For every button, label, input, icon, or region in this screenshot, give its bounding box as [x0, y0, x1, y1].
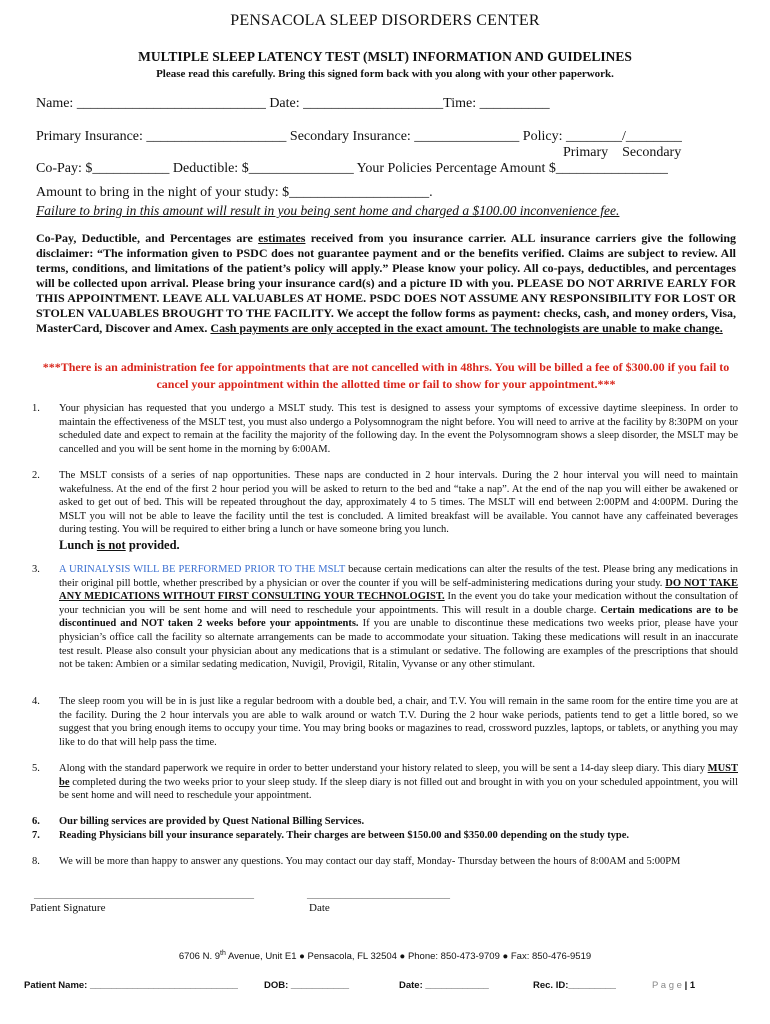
item-number: 4. — [32, 696, 40, 707]
signature-line[interactable]: ________________________________________ — [34, 888, 254, 900]
lunch-notice: Lunch is not provided. — [59, 537, 180, 552]
item-number: 6. — [32, 816, 40, 827]
document-title: MULTIPLE SLEEP LATENCY TEST (MSLT) INFORMATION AND GUIDELINES — [138, 49, 632, 64]
org-name: PENSACOLA SLEEP DISORDERS CENTER — [230, 12, 540, 29]
item-text: The sleep room you will be in is just like a regular bedroom with a double bed, a chair, and T.V. You will remain in the same room for the entire time you are at the facility. During the 2 hour intervals you are able to walk around or watch T.V. During the 2 hour wake periods, patients tend to get a little bored, so we suggest that you bring enough items to occupy your time. You may bring books or magazines to read, crossword puzzles, laptops, or tablets, or anything you may like to do that will help pass the time. — [59, 696, 738, 748]
footer-dob[interactable]: DOB: ___________ — [264, 980, 350, 991]
facility-address: 6706 N. 9th Avenue, Unit E1 ● Pensacola, FL 32504 ● Phone: 850-473-9709 ● Fax: 850-476-9519 — [178, 950, 592, 963]
item-number: 8. — [32, 856, 40, 867]
date-signature-line[interactable]: __________________________ — [307, 888, 450, 900]
item-number: 5. — [32, 763, 40, 774]
amount-to-bring-line[interactable]: Amount to bring in the night of your study: $____________________. — [36, 185, 433, 200]
name-date-time-line[interactable]: Name: ___________________________ Date: ____________________Time: __________ — [36, 96, 550, 111]
failure-notice: Failure to bring in this amount will result in you being sent home and charged a $100.00 inconvenience fee. — [36, 203, 620, 218]
page-number: P a g e | 1 — [652, 980, 696, 991]
item-number: 2. — [32, 470, 40, 481]
item-text: Your physician has requested that you undergo a MSLT study. This test is designed to assess your symptoms of excessive daytime sleepiness. In order to maintain the effectiveness of the MSLT test, you must also undergo a Polysomnogram the night before. You will need to arrive at the facility by 8:30PM on your scheduled date and expect to remain at the facility the majority of the following day. In the event the Polysomnogram shows a sleep disorder, the MSLT may be cancelled and you will be sent home in the morning by 6:00AM. — [59, 403, 738, 455]
item-text: Our billing services are provided by Quest National Billing Services. — [59, 816, 365, 827]
document-subtitle: Please read this carefully. Bring this signed form back with you along with your other paperwork. — [156, 68, 614, 80]
item-text: We will be more than happy to answer any questions. You may contact our day staff, Monday- Thursday between the hours of 8:00AM and 5:00PM — [59, 856, 681, 867]
item-text: Along with the standard paperwork we require in order to better understand your history related to sleep, you will be sent a 14-day sleep diary. This diary MUST be completed during the two weeks prior to your sleep study. If the sleep diary is not filled out and brought in with you on your scheduled appointment, you will be sent home and will need to reschedule your appointment. — [59, 763, 738, 802]
item-number: 7. — [32, 830, 40, 841]
item-number: 1. — [32, 403, 40, 414]
footer-rec-id[interactable]: Rec. ID:_________ — [533, 980, 616, 991]
item-text: The MSLT consists of a series of nap opportunities. These naps are conducted in 2 hour intervals. During the 2 hour interval you will need to maintain wakefulness. At the end of the first 2 hour period you will be asked to return to the bed and “take a nap”. At the end of the nap you will either be awakened or asked to get out of bed. This will be repeated throughout the day, approximately 4 to 5 times. The MSLT will end between 2:00PM and 4:00PM. During the MSLT you will not be able to leave the facility until the test is concluded. A limited breakfast will be available. You cannot have any caffeinated beverages during testing. You will be required to either bring a lunch or have someone bring you lunch. Lunch is not provided. — [59, 470, 738, 552]
insurance-line[interactable]: Primary Insurance: ____________________ Secondary Insurance: _______________ Policy: ________/________ — [36, 129, 682, 144]
item-text: Reading Physicians bill your insurance separately. Their charges are between $150.00 and $350.00 depending on the study type. — [59, 830, 630, 841]
item-text: A URINALYSIS WILL BE PERFORMED PRIOR TO THE MSLT because certain medications can alter the results of the test. Please bring any medications in their original pill bottle, whether prescribed by a physician or over the counter if you will be self-administering medications during your study. DO NOT TAKE ANY MEDICATIONS WITHOUT FIRST CONSULTING YOUR TECHNOLOGIST. In the event you do take your medication without the consultation of your technician you will be sent home and will need to reschedule your appointments. This will result in a double charge. Certain medications are to be discontinued and NOT taken 2 weeks before your appointments. If you are unable to discontinue these medications two weeks prior, please have your physician’s office call the facility so alternate arrangements can be made to accommodate your situation. Taking these medications will result in an inaccurate test result. Please also consult your physician about any medications that is a stimulant or sedative. The following are examples of the prescriptions that should not be taken: Ambien or a similar sedating medication, Nuvigil, Provigil, Ritalin, Vyvanse or any other stimulant. — [59, 564, 739, 671]
copay-deductible-line[interactable]: Co-Pay: $___________ Deductible: $_______________ Your Policies Percentage Amount $________________ — [36, 161, 668, 176]
footer-date[interactable]: Date: ____________ — [399, 980, 489, 991]
item-number: 3. — [32, 564, 40, 575]
footer-patient-name[interactable]: Patient Name: ____________________________ — [24, 980, 238, 991]
patient-signature-label: Patient Signature — [30, 902, 106, 914]
cancellation-warning: ***There is an administration fee for appointments that are not cancelled with in 48hrs. You will be billed a fee of $300.00 if you fail to cancel your appointment within the allotted time or fail to show for your appointment.*** — [42, 360, 730, 391]
disclaimer-paragraph: Co-Pay, Deductible, and Percentages are estimates received from you insurance carrier. ALL insurance carriers give the following disclaimer: “The information given to PSDC does not guarantee payment and or the benefits verified. Claims are subject to review. All terms, conditions, and limitations of the patient’s policy will apply.” Please know your policy. All co-pays, deductibles, and percentages will be collected upon arrival. Please bring your insurance card(s) and a picture ID with you. PLEASE DO NOT ARRIVE EARLY FOR THIS APPOINTMENT. LEAVE ALL VALUABLES AT HOME. PSDC DOES NOT ASSUME ANY RESPONSIBILITY FOR LOST OR STOLEN VALUABLES BROUGHT TO THE FACILITY. We accept the follow forms as payment: checks, cash, and money orders, Visa, MasterCard, Discover and Amex. Cash payments are only accepted in the exact amount. The technologists are unable to make change. — [36, 231, 737, 335]
policy-labels: Primary Secondary — [563, 145, 682, 160]
date-label: Date — [309, 902, 330, 914]
